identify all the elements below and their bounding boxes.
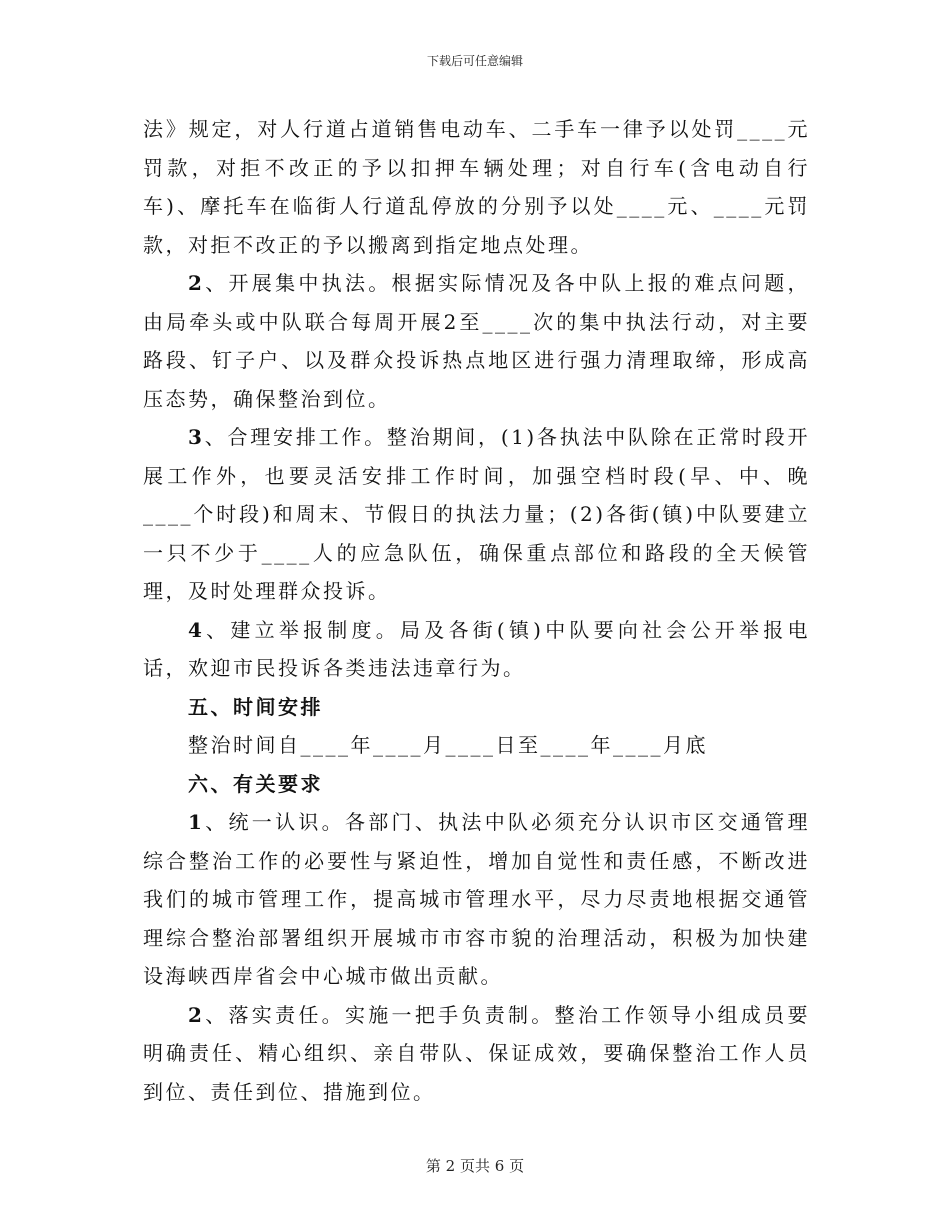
paragraph-concentrated-enforcement — [143, 264, 810, 418]
paragraph-text: 、合理安排工作。整治期间，(1)各执法中队除在正常时段开展工作外，也要灵活安排工作时间，加强空档时段(早、中、晚____个时段)和周末、节假日的执法力量；(2)各街(镇)中队要建立一只不少于____人的应急队伍，确保重点部位和路段的全天候管理，及时处理群众投诉。 — [143, 425, 810, 603]
paragraph-text: 、建立举报制度。局及各街(镇)中队要向社会公开举报电话，欢迎市民投诉各类违法违章行为。 — [143, 617, 810, 680]
item-number: 4 — [188, 617, 205, 642]
paragraph-responsibility — [143, 996, 810, 1112]
item-number: 2 — [188, 271, 205, 295]
paragraph-penalties: 法》规定，对人行道占道销售电动车、二手车一律予以处罚____元罚款，对拒不改正的予以扣押车辆处理；对自行车(含电动自行车)、摩托车在临街人行道乱停放的分别予以处____元、____元罚款，对拒不改正的予以搬离到指定地点处理。 — [143, 117, 810, 257]
document-body — [143, 110, 810, 1111]
paragraph-text: 、落实责任。实施一把手负责制。整治工作领导小组成员要明确责任、精心组织、亲自带队、保证成效，要确保整治工作人员到位、责任到位、措施到位。 — [143, 1002, 810, 1104]
section-heading-schedule: 五、时间安排 — [188, 694, 323, 719]
item-number: 2 — [188, 1002, 205, 1027]
page-header: 下载后可任意编辑 — [426, 54, 523, 68]
item-number: 3 — [188, 425, 205, 449]
paragraph-unified-understanding — [143, 803, 810, 996]
section-heading-requirements: 六、有关要求 — [188, 771, 323, 796]
paragraph-reporting-system — [143, 611, 810, 688]
item-number: 1 — [188, 810, 205, 834]
paragraph-text: 、开展集中执法。根据实际情况及各中队上报的难点问题，由局牵头或中队联合每周开展2至____次的集中执法行动，对主要路段、钉子户、以及群众投诉热点地区进行强力清理取缔，形成高压态势，确保整治到位。 — [143, 271, 810, 411]
page-footer: 第 2 页共 6 页 — [425, 1157, 525, 1175]
paragraph-schedule: 整治时间自____年____月____日至____年____月底 — [188, 733, 708, 757]
paragraph-work-arrangement — [143, 418, 810, 611]
paragraph-text: 、统一认识。各部门、执法中队必须充分认识市区交通管理综合整治工作的必要性与紧迫性，增加自觉性和责任感，不断改进我们的城市管理工作，提高城市管理水平，尽力尽责地根据交通管理综合整治部署组织开展城市市容市貌的治理活动，积极为加快建设海峡西岸省会中心城市做出贡献。 — [143, 810, 810, 988]
